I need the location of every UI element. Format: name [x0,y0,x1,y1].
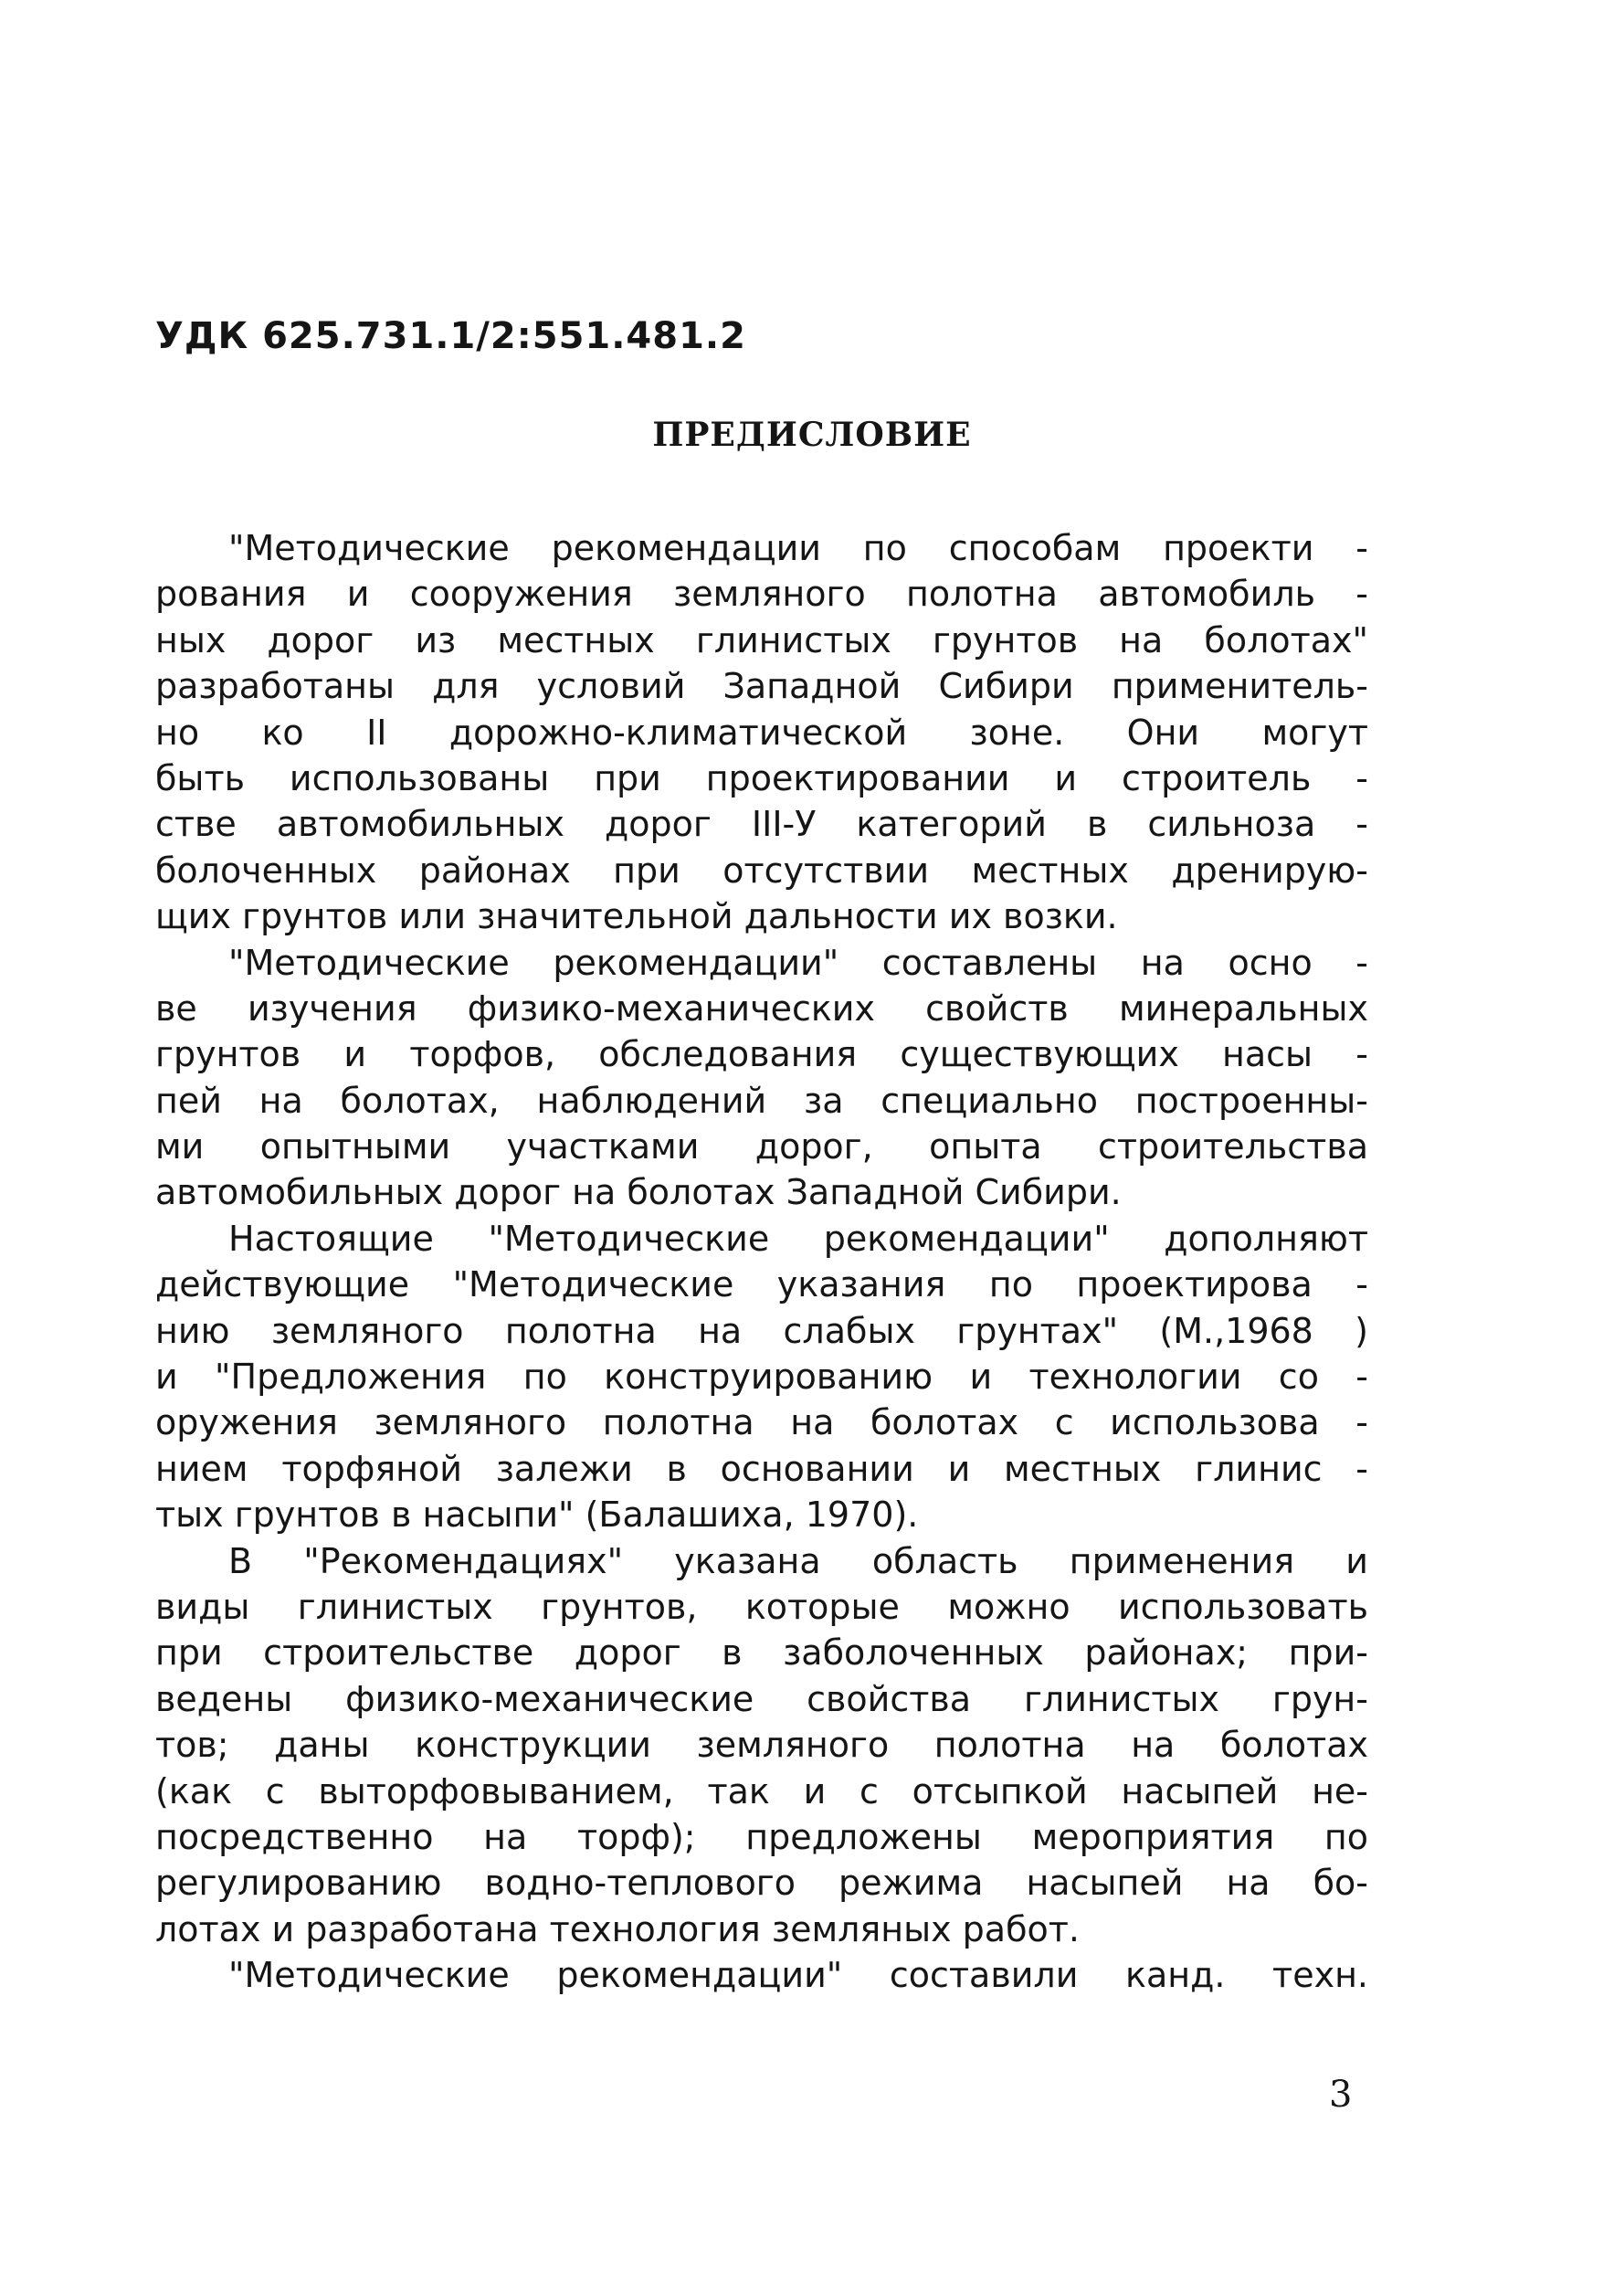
text-line: посредственно на торф); предложены мероприятия по [155,1816,1368,1857]
udk-code: УДК 625.731.1/2:551.481.2 [155,315,746,357]
page-number: 3 [1329,2074,1353,2116]
page-title: ПРЕДИСЛОВИЕ [652,416,972,454]
text-line: Настоящие "Методические рекомендации" дополняют [228,1218,1368,1259]
text-line: нию земляного полотна на слабых грунтах" (М.,1968 ) [155,1310,1368,1351]
text-line: действующие "Методические указания по проектирова - [155,1264,1368,1305]
text-line: тых грунтов в насыпи" (Балашиха, 1970). [155,1495,919,1536]
text-line: ных дорог из местных глинистых грунтов на болотах" [155,619,1368,660]
text-line: оружения земляного полотна на болотах с использова - [155,1402,1368,1443]
text-line: лотах и разработана технология земляных работ. [155,1908,1080,1949]
text-line: (как с выторфовыванием, так и с отсыпкой насыпей не- [155,1770,1368,1811]
text-line: ми опытными участками дорог, опыта строительства [155,1126,1368,1167]
text-line: щих грунтов или значительной дальности их возки. [155,896,1118,937]
text-line: виды глинистых грунтов, которые можно использовать [155,1586,1368,1627]
text-line: пей на болотах, наблюдений за специально построенны- [155,1080,1368,1121]
text-line: рования и сооружения земляного полотна автомобиль - [155,574,1368,615]
text-line: "Методические рекомендации" составили канд. техн. [228,1955,1368,1996]
text-line: ведены физико-механические свойства глинистых грун- [155,1678,1368,1719]
text-line: ве изучения физико-механических свойств минеральных [155,988,1368,1029]
text-line: и "Предложения по конструированию и технологии со - [155,1357,1368,1398]
text-line: при строительстве дорог в заболоченных районах; при- [155,1632,1368,1674]
text-line: болоченных районах при отсутствии местных дренирую- [155,850,1368,891]
text-line: разработаны для условий Западной Сибири применитель- [155,666,1368,707]
text-line: грунтов и торфов, обследования существующих насы - [155,1034,1368,1075]
text-line: регулированию водно-теплового режима насыпей на бо- [155,1863,1368,1904]
text-line: нием торфяной залежи в основании и местных глинис - [155,1448,1368,1489]
text-line: быть использованы при проектировании и строитель - [155,757,1368,798]
text-line: тов; даны конструкции земляного полотна на болотах [155,1725,1368,1766]
preface-text [155,525,1368,1999]
text-line: "Методические рекомендации по способам проекти - [228,528,1368,568]
text-line: "Методические рекомендации" составлены на осно - [228,942,1368,983]
text-line: автомобильных дорог на болотах Западной Сибири. [155,1172,1122,1213]
text-line: но ко II дорожно-климатической зоне. Они могут [155,712,1368,753]
text-line: стве автомобильных дорог III-У категорий в сильноза - [155,804,1368,845]
text-line: В "Рекомендациях" указана область применения и [228,1540,1368,1581]
